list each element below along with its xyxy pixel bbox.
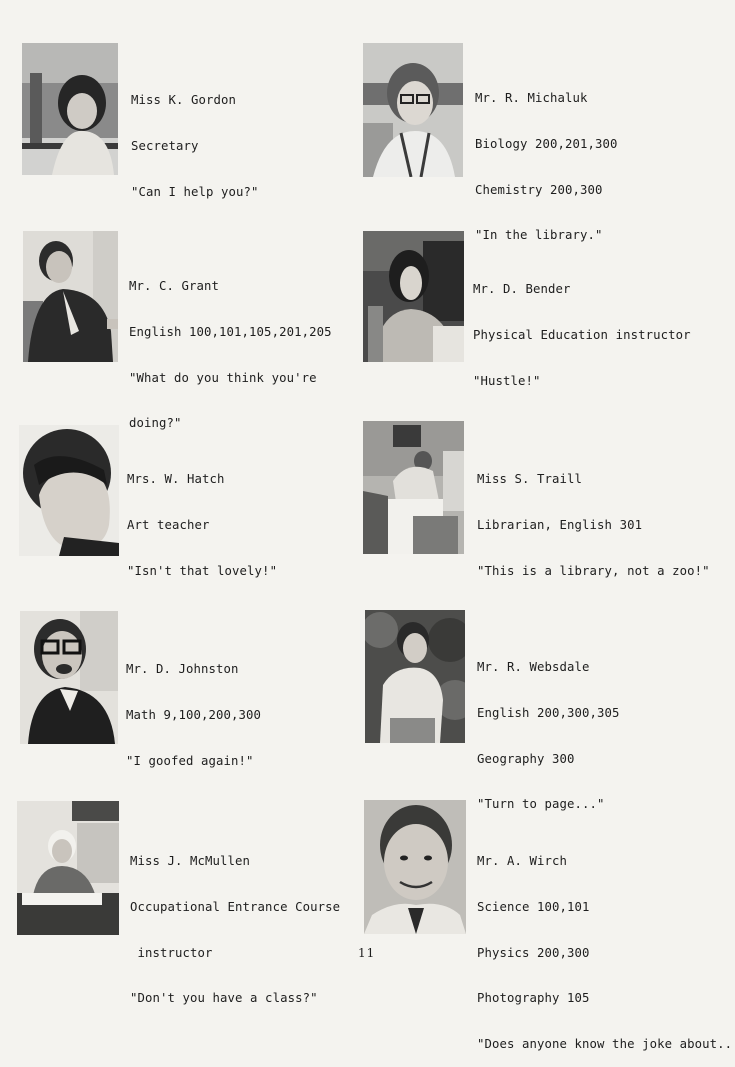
staff-quote: "Does anyone know the joke about.. xyxy=(477,1036,733,1051)
staff-caption-traill xyxy=(477,442,710,594)
staff-name: Miss K. Gordon xyxy=(131,93,237,108)
staff-subjects: English 100,101,105,201,205 xyxy=(129,325,332,340)
staff-caption-websdale xyxy=(477,630,620,828)
staff-subjects: Math 9,100,200,300 xyxy=(126,708,262,723)
staff-photo-johnston xyxy=(20,611,118,744)
staff-photo-grant xyxy=(23,231,118,362)
staff-quote: "Hustle!" xyxy=(473,373,541,388)
staff-role: Occupational Entrance Course xyxy=(130,900,341,915)
staff-role: Art teacher xyxy=(127,518,210,533)
staff-caption-michaluk xyxy=(475,61,618,259)
staff-caption-gordon xyxy=(131,63,259,215)
staff-quote: doing?" xyxy=(129,416,182,431)
staff-caption-grant xyxy=(129,249,332,447)
staff-photo-hatch xyxy=(19,425,119,556)
staff-role: instructor xyxy=(130,945,213,960)
staff-caption-hatch xyxy=(127,442,277,594)
staff-name: Mr. D. Johnston xyxy=(126,662,239,677)
staff-quote: "In the library." xyxy=(475,228,603,243)
staff-photo-bender xyxy=(363,231,464,362)
staff-caption-bender xyxy=(473,252,691,404)
staff-quote: "I goofed again!" xyxy=(126,753,254,768)
staff-name: Mrs. W. Hatch xyxy=(127,472,225,487)
staff-quote: "Can I help you?" xyxy=(131,184,259,199)
staff-subjects: Biology 200,201,300 xyxy=(475,137,618,152)
staff-subjects: Chemistry 200,300 xyxy=(475,182,603,197)
staff-quote: "Don't you have a class?" xyxy=(130,991,318,1006)
staff-subjects: Physics 200,300 xyxy=(477,945,590,960)
staff-name: Miss J. McMullen xyxy=(130,854,251,869)
staff-quote: "This is a library, not a zoo!" xyxy=(477,563,710,578)
staff-photo-michaluk xyxy=(363,43,463,177)
staff-name: Mr. R. Michaluk xyxy=(475,91,588,106)
staff-caption-mcmullen xyxy=(130,824,340,1022)
staff-quote: "What do you think you're xyxy=(129,370,317,385)
staff-role: Librarian, English 301 xyxy=(477,518,643,533)
staff-name: Miss S. Traill xyxy=(477,472,583,487)
staff-name: Mr. R. Websdale xyxy=(477,660,590,675)
staff-role: Secretary xyxy=(131,139,199,154)
staff-name: Mr. A. Wirch xyxy=(477,854,568,869)
staff-photo-traill xyxy=(363,421,464,554)
staff-name: Mr. D. Bender xyxy=(473,282,571,297)
staff-photo-websdale xyxy=(365,610,465,743)
staff-subjects: Photography 105 xyxy=(477,991,590,1006)
staff-subjects: Science 100,101 xyxy=(477,900,590,915)
staff-quote: "Turn to page..." xyxy=(477,797,605,812)
staff-quote: "Isn't that lovely!" xyxy=(127,563,278,578)
staff-subjects: Geography 300 xyxy=(477,751,575,766)
staff-photo-wirch xyxy=(364,800,466,934)
staff-caption-johnston xyxy=(126,632,261,784)
page-number: 11 xyxy=(358,946,376,960)
staff-subjects: English 200,300,305 xyxy=(477,706,620,721)
staff-name: Mr. C. Grant xyxy=(129,279,220,294)
staff-photo-mcmullen xyxy=(17,801,119,935)
staff-caption-wirch xyxy=(477,824,732,1067)
staff-photo-gordon xyxy=(22,43,118,175)
staff-role: Physical Education instructor xyxy=(473,328,691,343)
